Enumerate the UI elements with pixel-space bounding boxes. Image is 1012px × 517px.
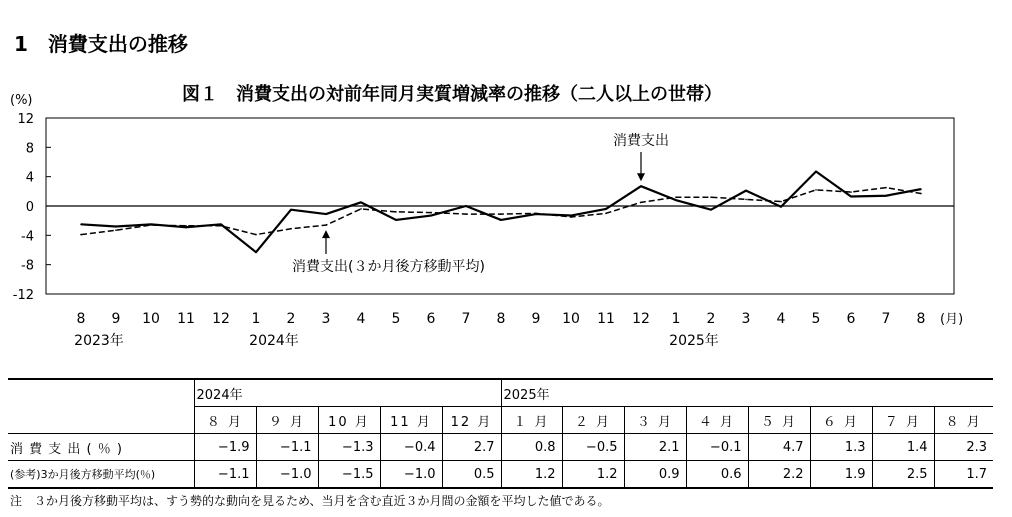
data-point [255,234,257,236]
data-point [535,213,537,215]
month-header-cell: 12 月 [442,407,501,434]
data-point [115,229,117,231]
data-point [570,216,572,218]
blank-header-cell [8,379,194,434]
data-point [115,226,117,228]
data-point [220,224,222,226]
data-point [255,251,257,253]
section-title: 1 消費支出の推移 [14,32,188,56]
x-tick-label: 6 [846,311,856,327]
year-header-2025: 2025年 [501,379,993,407]
x-tick-label: 4 [776,311,786,327]
x-tick-label: 8 [496,311,506,327]
data-point [675,199,677,201]
data-point [780,206,782,208]
x-tick-label: 9 [111,311,121,327]
table-cell: 0.6 [686,461,748,489]
annotation-arrowhead-moving-average [322,230,330,238]
row-label: 消 費 支 出 ( ％ ) [8,434,194,461]
x-tick-label: 10 [562,311,580,327]
data-point [430,215,432,217]
table-cell: 1.4 [872,434,934,461]
table-cell: 4.7 [748,434,810,461]
table-cell: −0.4 [380,434,442,461]
table-cell: 2.1 [624,434,686,461]
data-point [325,224,327,226]
year-label: 2024年 [249,333,299,349]
table-cell: 1.7 [934,461,993,489]
month-header-cell: ４ 月 [686,407,748,434]
table-cell: −1.0 [256,461,318,489]
data-table [8,378,993,489]
data-point [290,209,292,211]
table-cell: 0.8 [501,434,562,461]
data-point [465,205,467,207]
x-tick-label: 2 [706,311,716,327]
data-point [395,219,397,221]
data-point [80,224,82,226]
x-tick-label: 3 [321,311,331,327]
table-cell: 1.2 [501,461,562,489]
table-cell: 2.5 [872,461,934,489]
data-point [465,213,467,215]
x-tick-label: 1 [671,311,681,327]
month-header-cell: ７ 月 [872,407,934,434]
y-tick-label: 0 [25,200,34,215]
data-point [710,209,712,211]
y-tick-label: -12 [12,288,34,303]
x-tick-label: 6 [426,311,436,327]
data-point [920,188,922,190]
x-tick-label: 8 [76,311,86,327]
data-point [885,187,887,189]
y-axis-unit: (%) [10,93,33,108]
series-line-moving-average [81,188,921,235]
x-tick-label: 8 [916,311,926,327]
x-tick-label: 12 [632,311,650,327]
table-cell: −0.1 [686,434,748,461]
year-header-row [8,379,993,407]
table-cell: 2.2 [748,461,810,489]
annotation-label-consumption: 消費支出 [613,133,669,149]
data-point [185,226,187,228]
month-header-cell: 11 月 [380,407,442,434]
table-row [8,461,993,489]
data-point [500,219,502,221]
month-header-cell: 10 月 [318,407,380,434]
data-point [185,225,187,227]
table-cell: −1.9 [194,434,256,461]
data-point [500,213,502,215]
x-tick-label: 5 [391,311,401,327]
month-header-cell: ６ 月 [810,407,872,434]
data-point [430,212,432,214]
y-axis-ticks [13,112,51,303]
month-header-cell: ８ 月 [194,407,256,434]
x-tick-label: 2 [286,311,296,327]
table-cell: −1.1 [256,434,318,461]
x-axis-unit: (月) [940,312,964,327]
x-tick-label: 11 [177,311,195,327]
data-point [80,234,82,236]
data-point [710,196,712,198]
x-tick-label: 1 [251,311,261,327]
series-layer [80,171,922,253]
annotation-label-moving-average: 消費支出(３か月後方移動平均) [292,259,485,275]
data-point [605,208,607,210]
month-header-cell: ３ 月 [624,407,686,434]
data-point [885,195,887,197]
x-tick-label: 9 [531,311,541,327]
data-point [290,228,292,230]
month-header-cell: ５ 月 [748,407,810,434]
year-label: 2023年 [74,333,124,349]
x-tick-label: 11 [597,311,615,327]
table-cell: 0.5 [442,461,501,489]
data-point [815,171,817,173]
y-tick-label: -4 [21,229,34,245]
data-point [325,213,327,215]
y-tick-label: 12 [17,112,34,127]
data-point [850,191,852,193]
row-label: (参考)3か月後方移動平均(％) [8,461,194,489]
month-header-cell: ２ 月 [562,407,624,434]
x-tick-label: 3 [741,311,751,327]
table-cell: 2.3 [934,434,993,461]
y-tick-label: -8 [21,258,34,274]
x-tick-label: 10 [142,311,160,327]
x-tick-label: 5 [811,311,821,327]
annotation-arrowhead-consumption [637,173,645,181]
chart-title: 図１ 消費支出の対前年同月実質増減率の推移（二人以上の世帯） [182,84,722,105]
year-header-2024: 2024年 [194,379,501,407]
footnote: 注 ３か月後方移動平均は、すう勢的な動向を見るため、当月を含む直近３か月間の金額を平均した値である。 [10,494,610,508]
table-cell: 1.9 [810,461,872,489]
table-cell: 0.9 [624,461,686,489]
data-point [395,211,397,213]
x-tick-label: 7 [461,311,471,327]
table-cell: −1.3 [318,434,380,461]
data-point [780,201,782,203]
data-point [675,196,677,198]
table-cell: −0.5 [562,434,624,461]
data-point [360,202,362,204]
table-cell: 2.7 [442,434,501,461]
data-point [360,208,362,210]
table-cell: −1.5 [318,461,380,489]
table-cell: −1.1 [194,461,256,489]
month-header-cell: １ 月 [501,407,562,434]
data-point [570,215,572,217]
data-point [920,193,922,195]
data-point [815,189,817,191]
data-point [150,224,152,226]
table-cell: −1.0 [380,461,442,489]
year-label: 2025年 [669,333,719,349]
data-point [220,225,222,227]
x-axis-years [74,332,719,349]
table-cell: 1.2 [562,461,624,489]
month-header-cell: ８ 月 [934,407,993,434]
month-header-cell: ９ 月 [256,407,318,434]
series-line-consumption [81,172,921,253]
x-axis-ticks [77,311,926,327]
x-tick-label: 4 [356,311,366,327]
x-tick-label: 12 [212,311,230,327]
data-point [745,199,747,201]
data-point [850,196,852,198]
y-tick-label: 4 [25,170,34,186]
data-point [640,185,642,187]
table-row [8,434,993,461]
data-point [745,190,747,192]
data-point [605,213,607,215]
table-cell: 1.3 [810,434,872,461]
x-tick-label: 7 [881,311,891,327]
y-tick-label: 8 [25,141,34,157]
data-point [640,202,642,204]
